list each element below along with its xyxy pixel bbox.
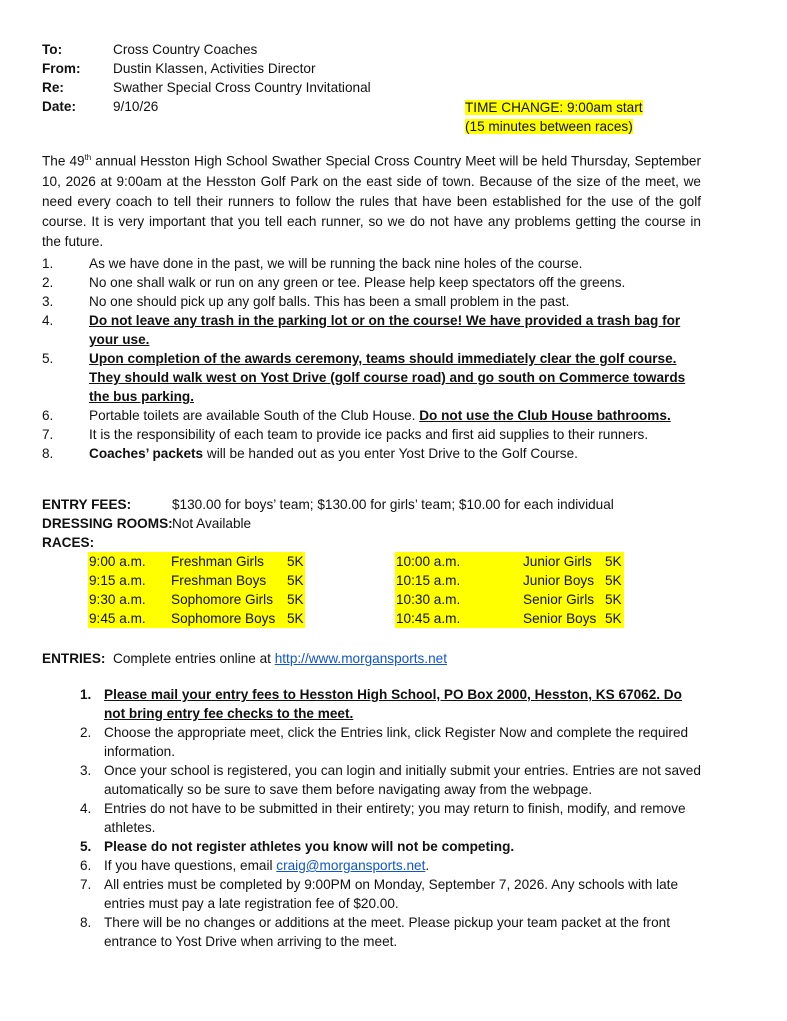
rule-text: Portable toilets are available South of the Club House. — [89, 408, 420, 423]
rule-text: As we have done in the past, we will be running the back nine holes of the course. — [89, 256, 583, 271]
rule-text: Do not leave any trash in the parking lot or on the course! We have provided a trash bag for your use. — [89, 313, 681, 347]
to-label: To: — [42, 42, 63, 57]
entry-step-text-wrap — [104, 856, 702, 875]
entry-step — [42, 875, 702, 913]
entry-step-text: All entries must be completed by 9:00PM on Monday, September 7, 2026. Any schools with late entries must pay a late registration fee of $20.00. — [104, 877, 679, 911]
memo-page — [42, 40, 702, 949]
rule-text: Upon completion of the awards ceremony, teams should immediately clear the golf course. They should walk west on Yost Drive (golf course road) and go south on Commerce towards the bus parking. — [89, 351, 686, 404]
entry-fees-row — [42, 495, 702, 514]
entry-step — [42, 723, 702, 761]
rule-text: No one should pick up any golf balls. This has been a small problem in the past. — [89, 294, 570, 309]
time-change-notice — [465, 98, 643, 136]
entry-step-number: 4. — [80, 801, 92, 816]
race-time: 9:45 a.m. — [89, 611, 146, 626]
rule-item — [42, 444, 702, 463]
time-change-line-1: TIME CHANGE: 9:00am start — [465, 100, 643, 115]
email-link[interactable]: craig@morgansports.net — [276, 858, 426, 873]
race-time: 10:15 a.m. — [396, 573, 461, 588]
intro-paragraph — [42, 148, 701, 252]
time-change-line-2: (15 minutes between races) — [465, 119, 633, 134]
entry-step-after: . — [425, 858, 430, 873]
rule-number: 8. — [42, 446, 54, 461]
rule-bold-text: Do not use the Club House bathrooms. — [419, 408, 671, 423]
entry-step-number: 7. — [80, 877, 92, 892]
rule-text: No one shall walk or run on any green or tee. Please help keep spectators off the greens. — [89, 275, 626, 290]
rule-number: 1. — [42, 256, 54, 271]
entry-step-number: 2. — [80, 725, 92, 740]
rule-item — [42, 349, 702, 406]
morgansports-link[interactable]: http://www.morgansports.net — [274, 651, 447, 666]
race-time: 10:30 a.m. — [396, 592, 461, 607]
entries-label: ENTRIES: — [42, 651, 106, 666]
race-time: 10:00 a.m. — [396, 554, 461, 569]
dressing-rooms-label: DRESSING ROOMS: — [42, 516, 173, 531]
rule-item — [42, 406, 702, 425]
race-name: Senior Girls — [523, 592, 595, 607]
rule-text: will be handed out as you enter Yost Drive to the Golf Course. — [203, 446, 578, 461]
entry-step — [42, 799, 702, 837]
race-name: Sophomore Boys — [171, 611, 276, 626]
re-value: Swather Special Cross Country Invitational — [113, 80, 371, 95]
race-time: 10:45 a.m. — [396, 611, 461, 626]
fees-section — [42, 495, 702, 552]
entry-fees-label: ENTRY FEES: — [42, 497, 132, 512]
races-label: RACES: — [42, 535, 95, 550]
race-time: 9:30 a.m. — [89, 592, 146, 607]
rule-text-wrap — [89, 444, 702, 463]
entry-step-text: There will be no changes or additions at the meet. Please pickup your team packet at the front entrance to Yost Drive when arriving to the meet. — [104, 915, 670, 949]
entry-step-text: If you have questions, email — [104, 858, 277, 873]
rule-bold-text: Coaches’ packets — [89, 446, 204, 461]
rule-number: 4. — [42, 313, 54, 328]
from-value: Dustin Klassen, Activities Director — [113, 61, 316, 76]
rule-item — [42, 425, 702, 444]
rule-item — [42, 254, 702, 273]
entry-step-text: Once your school is registered, you can login and initially submit your entries. Entries are not saved automatically so be sure to save them before navigating away from the webpage. — [104, 763, 701, 797]
race-row — [88, 571, 305, 590]
entry-step — [42, 761, 702, 799]
rule-number: 6. — [42, 408, 54, 423]
intro-post: annual Hesston High School Swather Special Cross Country Meet will be held Thursday, September 10, 2026 at 9:00am at the Hesston Golf Park on the east side of town. Because of the size of the meet, we need every coach to tell their runners to follow the rules that have been established for the use of the golf course. It is very important that you tell each runner, so we do not have any problems getting the course in the future. — [42, 153, 701, 249]
race-row — [395, 609, 624, 628]
race-name: Senior Boys — [523, 611, 597, 626]
rule-text-wrap — [89, 406, 702, 425]
entries-line — [42, 649, 447, 668]
race-time: 9:15 a.m. — [89, 573, 146, 588]
race-time: 9:00 a.m. — [89, 554, 146, 569]
re-label: Re: — [42, 80, 64, 95]
race-row — [88, 552, 305, 571]
date-label: Date: — [42, 99, 76, 114]
race-row — [88, 590, 305, 609]
entry-step-number: 5. — [80, 839, 92, 854]
entry-step-text: Entries do not have to be submitted in their entirety; you may return to finish, modify, and remove athletes. — [104, 801, 686, 835]
race-distance: 5K — [287, 592, 304, 607]
race-distance: 5K — [605, 554, 622, 569]
entry-step-number: 1. — [80, 687, 92, 702]
entry-step — [42, 856, 702, 875]
rule-number: 7. — [42, 427, 54, 442]
race-distance: 5K — [287, 554, 304, 569]
race-name: Sophomore Girls — [171, 592, 273, 607]
rule-number: 5. — [42, 351, 54, 366]
rule-item — [42, 311, 702, 349]
rules-list — [42, 254, 702, 463]
race-distance: 5K — [605, 611, 622, 626]
race-name: Junior Girls — [523, 554, 592, 569]
race-name: Freshman Girls — [171, 554, 264, 569]
entry-step-text: Choose the appropriate meet, click the Entries link, click Register Now and complete the required information. — [104, 725, 689, 759]
race-distance: 5K — [287, 573, 304, 588]
race-name: Junior Boys — [523, 573, 595, 588]
dressing-rooms-value: Not Available — [172, 516, 252, 531]
rule-number: 3. — [42, 294, 54, 309]
memo-re-row — [42, 78, 702, 97]
entry-step-number: 8. — [80, 915, 92, 930]
intro-pre: The 49 — [42, 153, 85, 169]
memo-to-row — [42, 40, 702, 59]
entry-step-number: 3. — [80, 763, 92, 778]
dressing-rooms-row — [42, 514, 702, 533]
race-distance: 5K — [605, 573, 622, 588]
race-distance: 5K — [287, 611, 304, 626]
date-value: 9/10/26 — [113, 99, 159, 114]
entry-fees-value: $130.00 for boys’ team; $130.00 for girls’ team; $10.00 for each individual — [172, 497, 614, 512]
race-name: Freshman Boys — [171, 573, 267, 588]
race-row — [395, 552, 624, 571]
to-value: Cross Country Coaches — [113, 42, 258, 57]
intro-sup: th — [84, 153, 92, 162]
rule-item — [42, 273, 702, 292]
entry-steps-list — [42, 685, 702, 951]
entry-step — [42, 913, 702, 951]
entry-step-text: Please mail your entry fees to Hesston High School, PO Box 2000, Hesston, KS 67062. Do not bring entry fee checks to the meet. — [104, 687, 682, 721]
race-row — [395, 590, 624, 609]
entries-text: Complete entries online at — [105, 651, 275, 666]
entry-step-number: 6. — [80, 858, 92, 873]
rule-item — [42, 292, 702, 311]
rule-number: 2. — [42, 275, 54, 290]
memo-from-row — [42, 59, 702, 78]
race-row — [395, 571, 624, 590]
rule-text: It is the responsibility of each team to provide ice packs and first aid supplies to their runners. — [89, 427, 649, 442]
from-label: From: — [42, 61, 81, 76]
race-distance: 5K — [605, 592, 622, 607]
race-row — [88, 609, 305, 628]
races-row — [42, 533, 702, 552]
entry-step — [42, 685, 702, 723]
entry-step — [42, 837, 702, 856]
entry-step-text: Please do not register athletes you know will not be competing. — [104, 839, 515, 854]
